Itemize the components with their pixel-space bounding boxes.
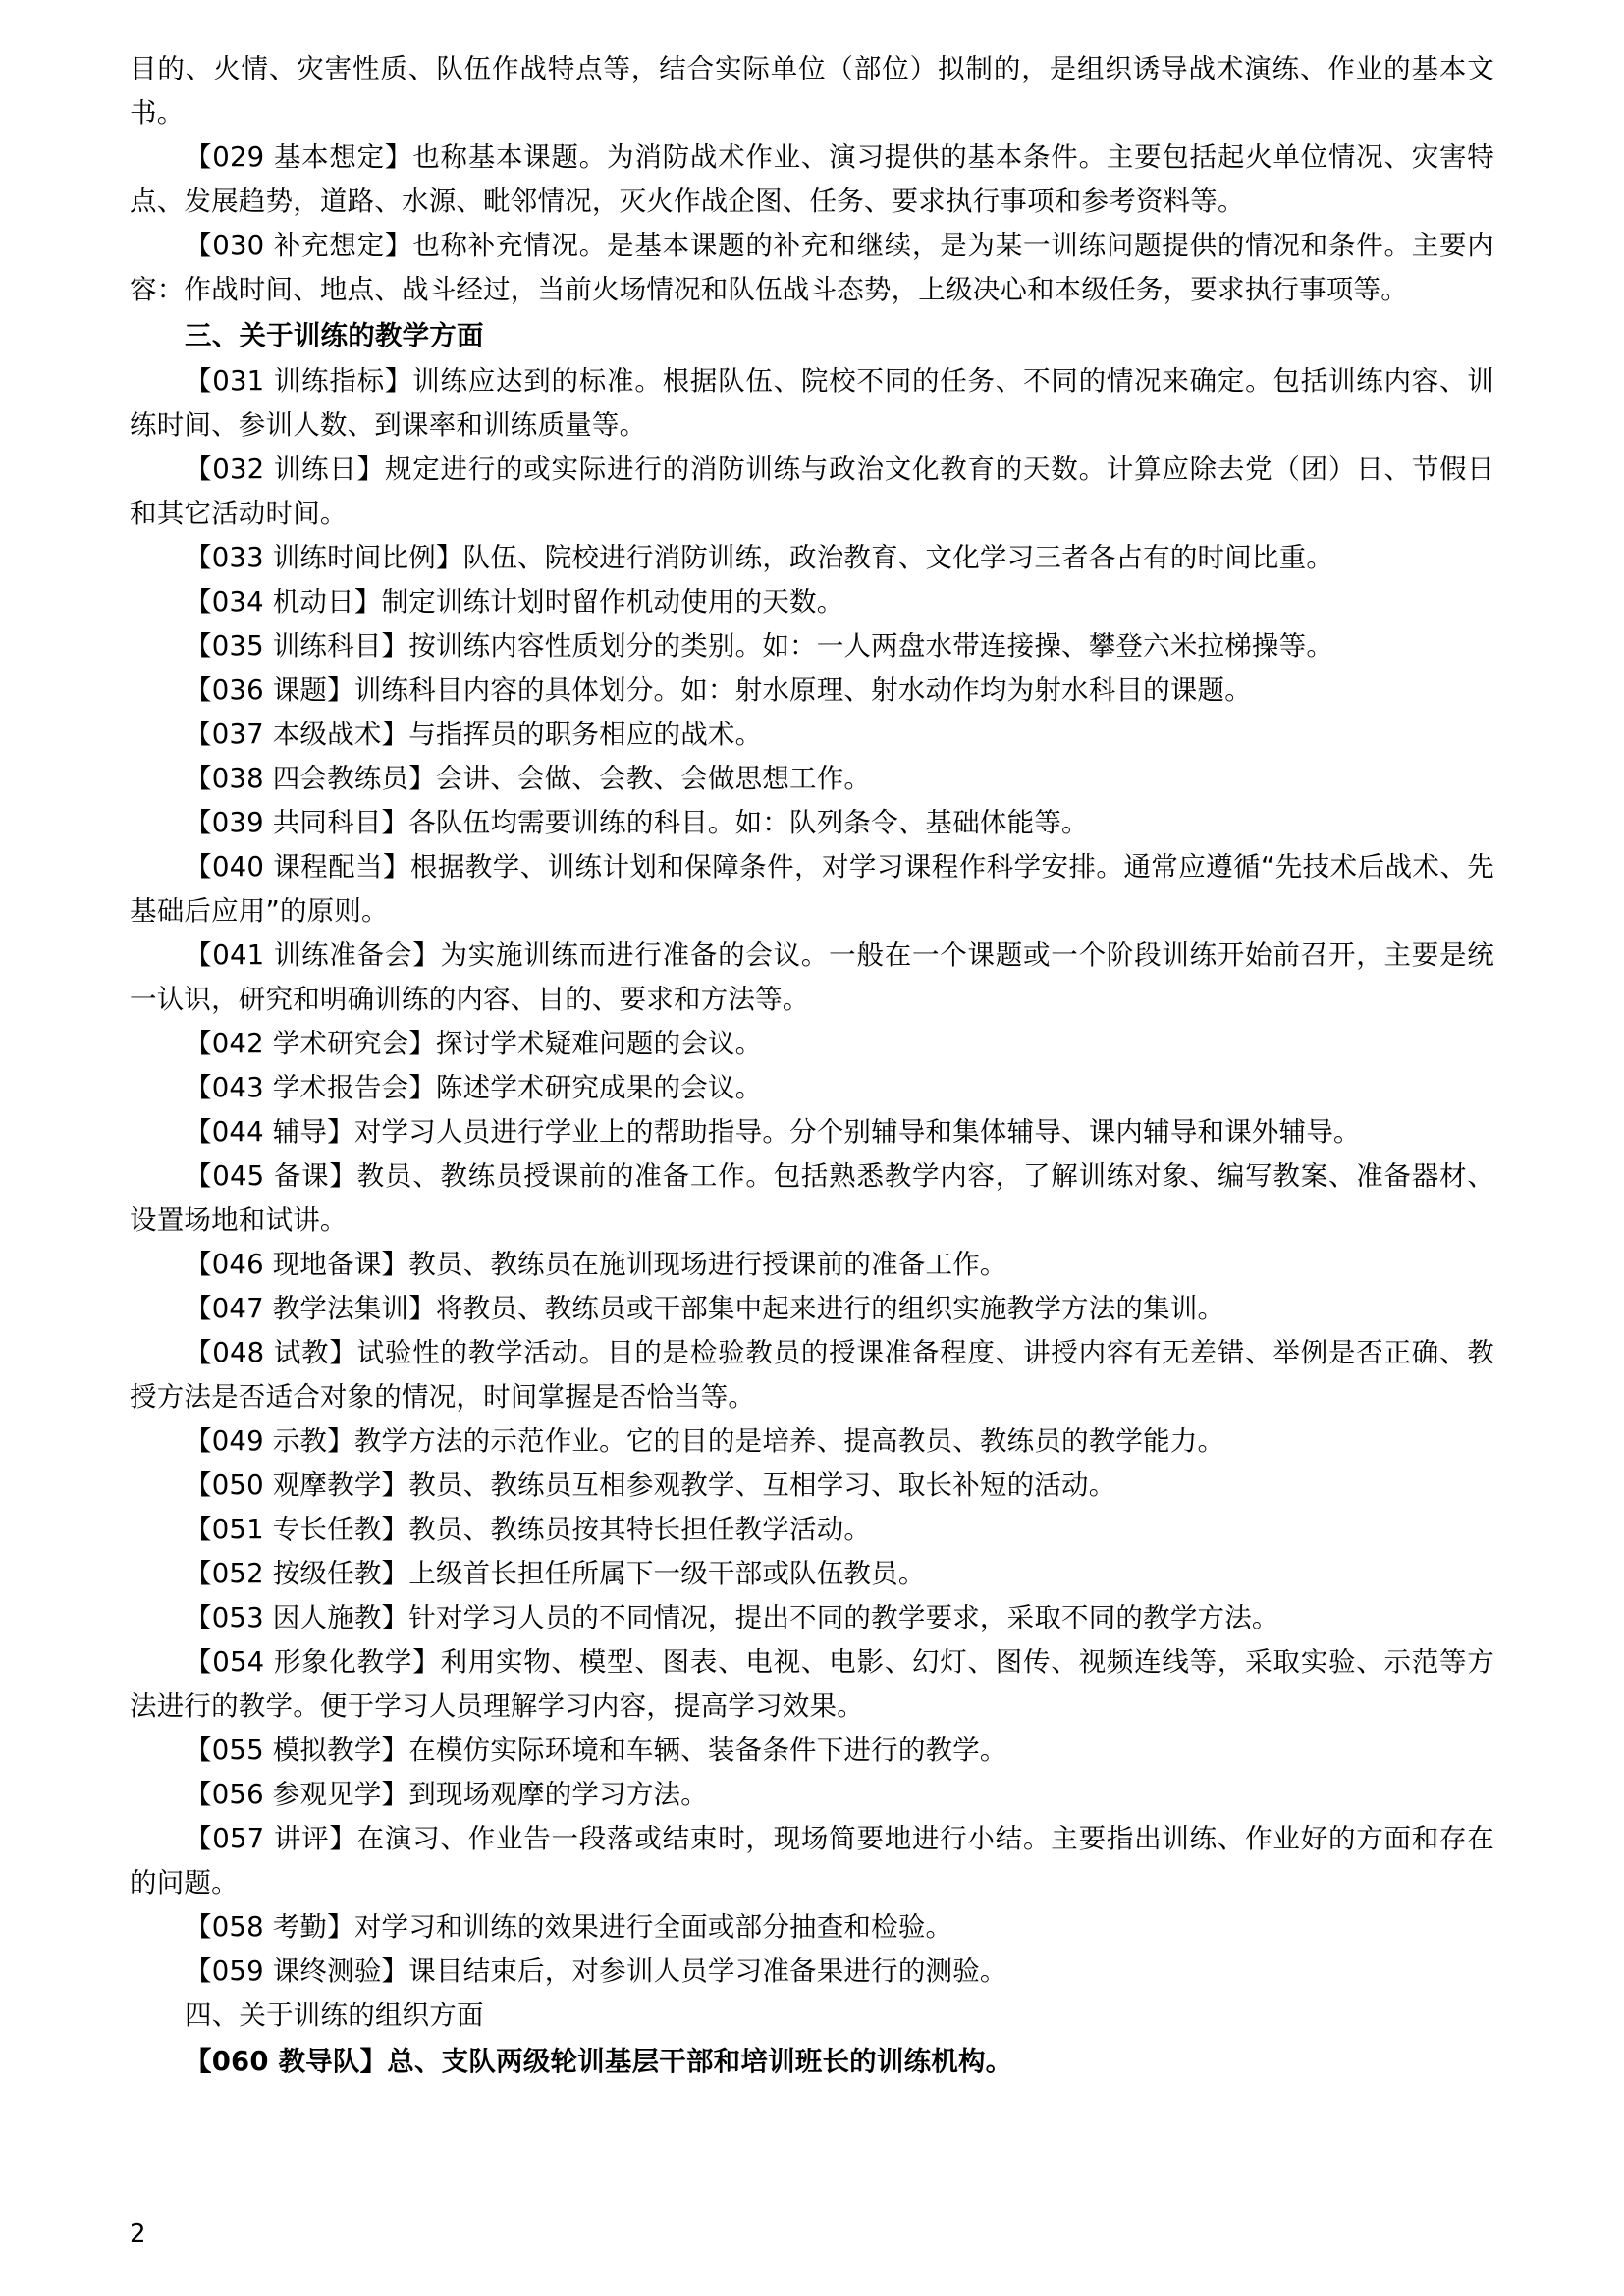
paragraph: 【044 辅导】对学习人员进行学业上的帮助指导。分个别辅导和集体辅导、课内辅导和课外辅导。 <box>185 1116 1361 1148</box>
paragraph: 【041 训练准备会】为实施训练而进行准备的会议。一般在一个课题或一个阶段训练开始前召开，主要是统一认识，研究和明确训练的内容、目的、要求和方法等。 <box>130 939 1494 1015</box>
paragraph: 【059 课终测验】课目结束后，对参训人员学习准备果进行的测验。 <box>185 1955 1007 1987</box>
paragraph: 【039 共同科目】各队伍均需要训练的科目。如：队列条令、基础体能等。 <box>185 807 1089 838</box>
document-body <box>130 47 1494 2085</box>
paragraph: 【057 讲评】在演习、作业告一段落或结束时，现场简要地进行小结。主要指出训练、作业好的方面和存在的问题。 <box>130 1823 1494 1898</box>
paragraph: 【051 专长任教】教员、教练员按其特长担任教学活动。 <box>185 1514 872 1545</box>
paragraph: 【042 学术研究会】探讨学术疑难问题的会议。 <box>185 1028 763 1059</box>
section-heading: 【060 教导队】总、支队两级轮训基层干部和培训班长的训练机构。 <box>185 2046 1013 2077</box>
paragraph: 【035 训练科目】按训练内容性质划分的类别。如：一人两盘水带连接操、攀登六米拉梯操等。 <box>185 630 1334 662</box>
section-heading: 三、关于训练的教学方面 <box>185 320 484 351</box>
paragraph: 【047 教学法集训】将教员、教练员或干部集中起来进行的组织实施教学方法的集训。 <box>185 1293 1225 1324</box>
paragraph: 【058 考勤】对学习和训练的效果进行全面或部分抽查和检验。 <box>185 1911 953 1943</box>
paragraph: 【048 试教】试验性的教学活动。目的是检验教员的授课准备程度、讲授内容有无差错、举例是否正确、教授方法是否适合对象的情况，时间掌握是否恰当等。 <box>130 1337 1494 1413</box>
page-number: 2 <box>130 2219 146 2249</box>
paragraph: 【037 本级战术】与指挥员的职务相应的战术。 <box>185 719 763 750</box>
paragraph: 四、关于训练的组织方面 <box>185 2000 484 2031</box>
paragraph: 【033 训练时间比例】队伍、院校进行消防训练，政治教育、文化学习三者各占有的时间比重。 <box>185 542 1334 573</box>
paragraph: 【056 参观见学】到现场观摩的学习方法。 <box>185 1779 708 1810</box>
paragraph: 【038 四会教练员】会讲、会做、会教、会做思想工作。 <box>185 763 872 794</box>
paragraph: 【036 课题】训练科目内容的具体划分。如：射水原理、射水动作均为射水科目的课题。 <box>185 674 1252 706</box>
paragraph: 【031 训练指标】训练应达到的标准。根据队伍、院校不同的任务、不同的情况来确定。包括训练内容、训练时间、参训人数、到课率和训练质量等。 <box>130 365 1494 441</box>
paragraph: 【030 补充想定】也称补充情况。是基本课题的补充和继续，是为某一训练问题提供的情况和条件。主要内容：作战时间、地点、战斗经过，当前火场情况和队伍战斗态势，上级决心和本级任务，要求执行事项等。 <box>130 230 1494 305</box>
paragraph: 【055 模拟教学】在模仿实际环境和车辆、装备条件下进行的教学。 <box>185 1735 1007 1766</box>
paragraph: 目的、火情、灾害性质、队伍作战特点等，结合实际单位（部位）拟制的，是组织诱导战术演练、作业的基本文书。 <box>130 53 1494 129</box>
paragraph: 【029 基本想定】也称基本课题。为消防战术作业、演习提供的基本条件。主要包括起火单位情况、灾害特点、发展趋势，道路、水源、毗邻情况，灭火作战企图、任务、要求执行事项和参考资料等。 <box>130 141 1494 217</box>
paragraph: 【050 观摩教学】教员、教练员互相参观教学、互相学习、取长补短的活动。 <box>185 1469 1116 1501</box>
paragraph: 【032 训练日】规定进行的或实际进行的消防训练与政治文化教育的天数。计算应除去党（团）日、节假日和其它活动时间。 <box>130 454 1494 529</box>
paragraph: 【046 现地备课】教员、教练员在施训现场进行授课前的准备工作。 <box>185 1249 1007 1280</box>
paragraph: 【034 机动日】制定训练计划时留作机动使用的天数。 <box>185 586 844 617</box>
paragraph: 【053 因人施教】针对学习人员的不同情况，提出不同的教学要求，采取不同的教学方法。 <box>185 1602 1279 1633</box>
paragraph: 【049 示教】教学方法的示范作业。它的目的是培养、提高教员、教练员的教学能力。 <box>185 1425 1225 1457</box>
paragraph: 【040 课程配当】根据教学、训练计划和保障条件，对学习课程作科学安排。通常应遵循“先技术后战术、先基础后应用”的原则。 <box>130 851 1494 927</box>
paragraph: 【052 按级任教】上级首长担任所属下一级干部或队伍教员。 <box>185 1558 926 1589</box>
paragraph: 【054 形象化教学】利用实物、模型、图表、电视、电影、幻灯、图传、视频连线等，采取实验、示范等方法进行的教学。便于学习人员理解学习内容，提高学习效果。 <box>130 1646 1494 1722</box>
paragraph: 【045 备课】教员、教练员授课前的准备工作。包括熟悉教学内容，了解训练对象、编写教案、准备器材、设置场地和试讲。 <box>130 1160 1494 1236</box>
paragraph: 【043 学术报告会】陈述学术研究成果的会议。 <box>185 1072 763 1103</box>
